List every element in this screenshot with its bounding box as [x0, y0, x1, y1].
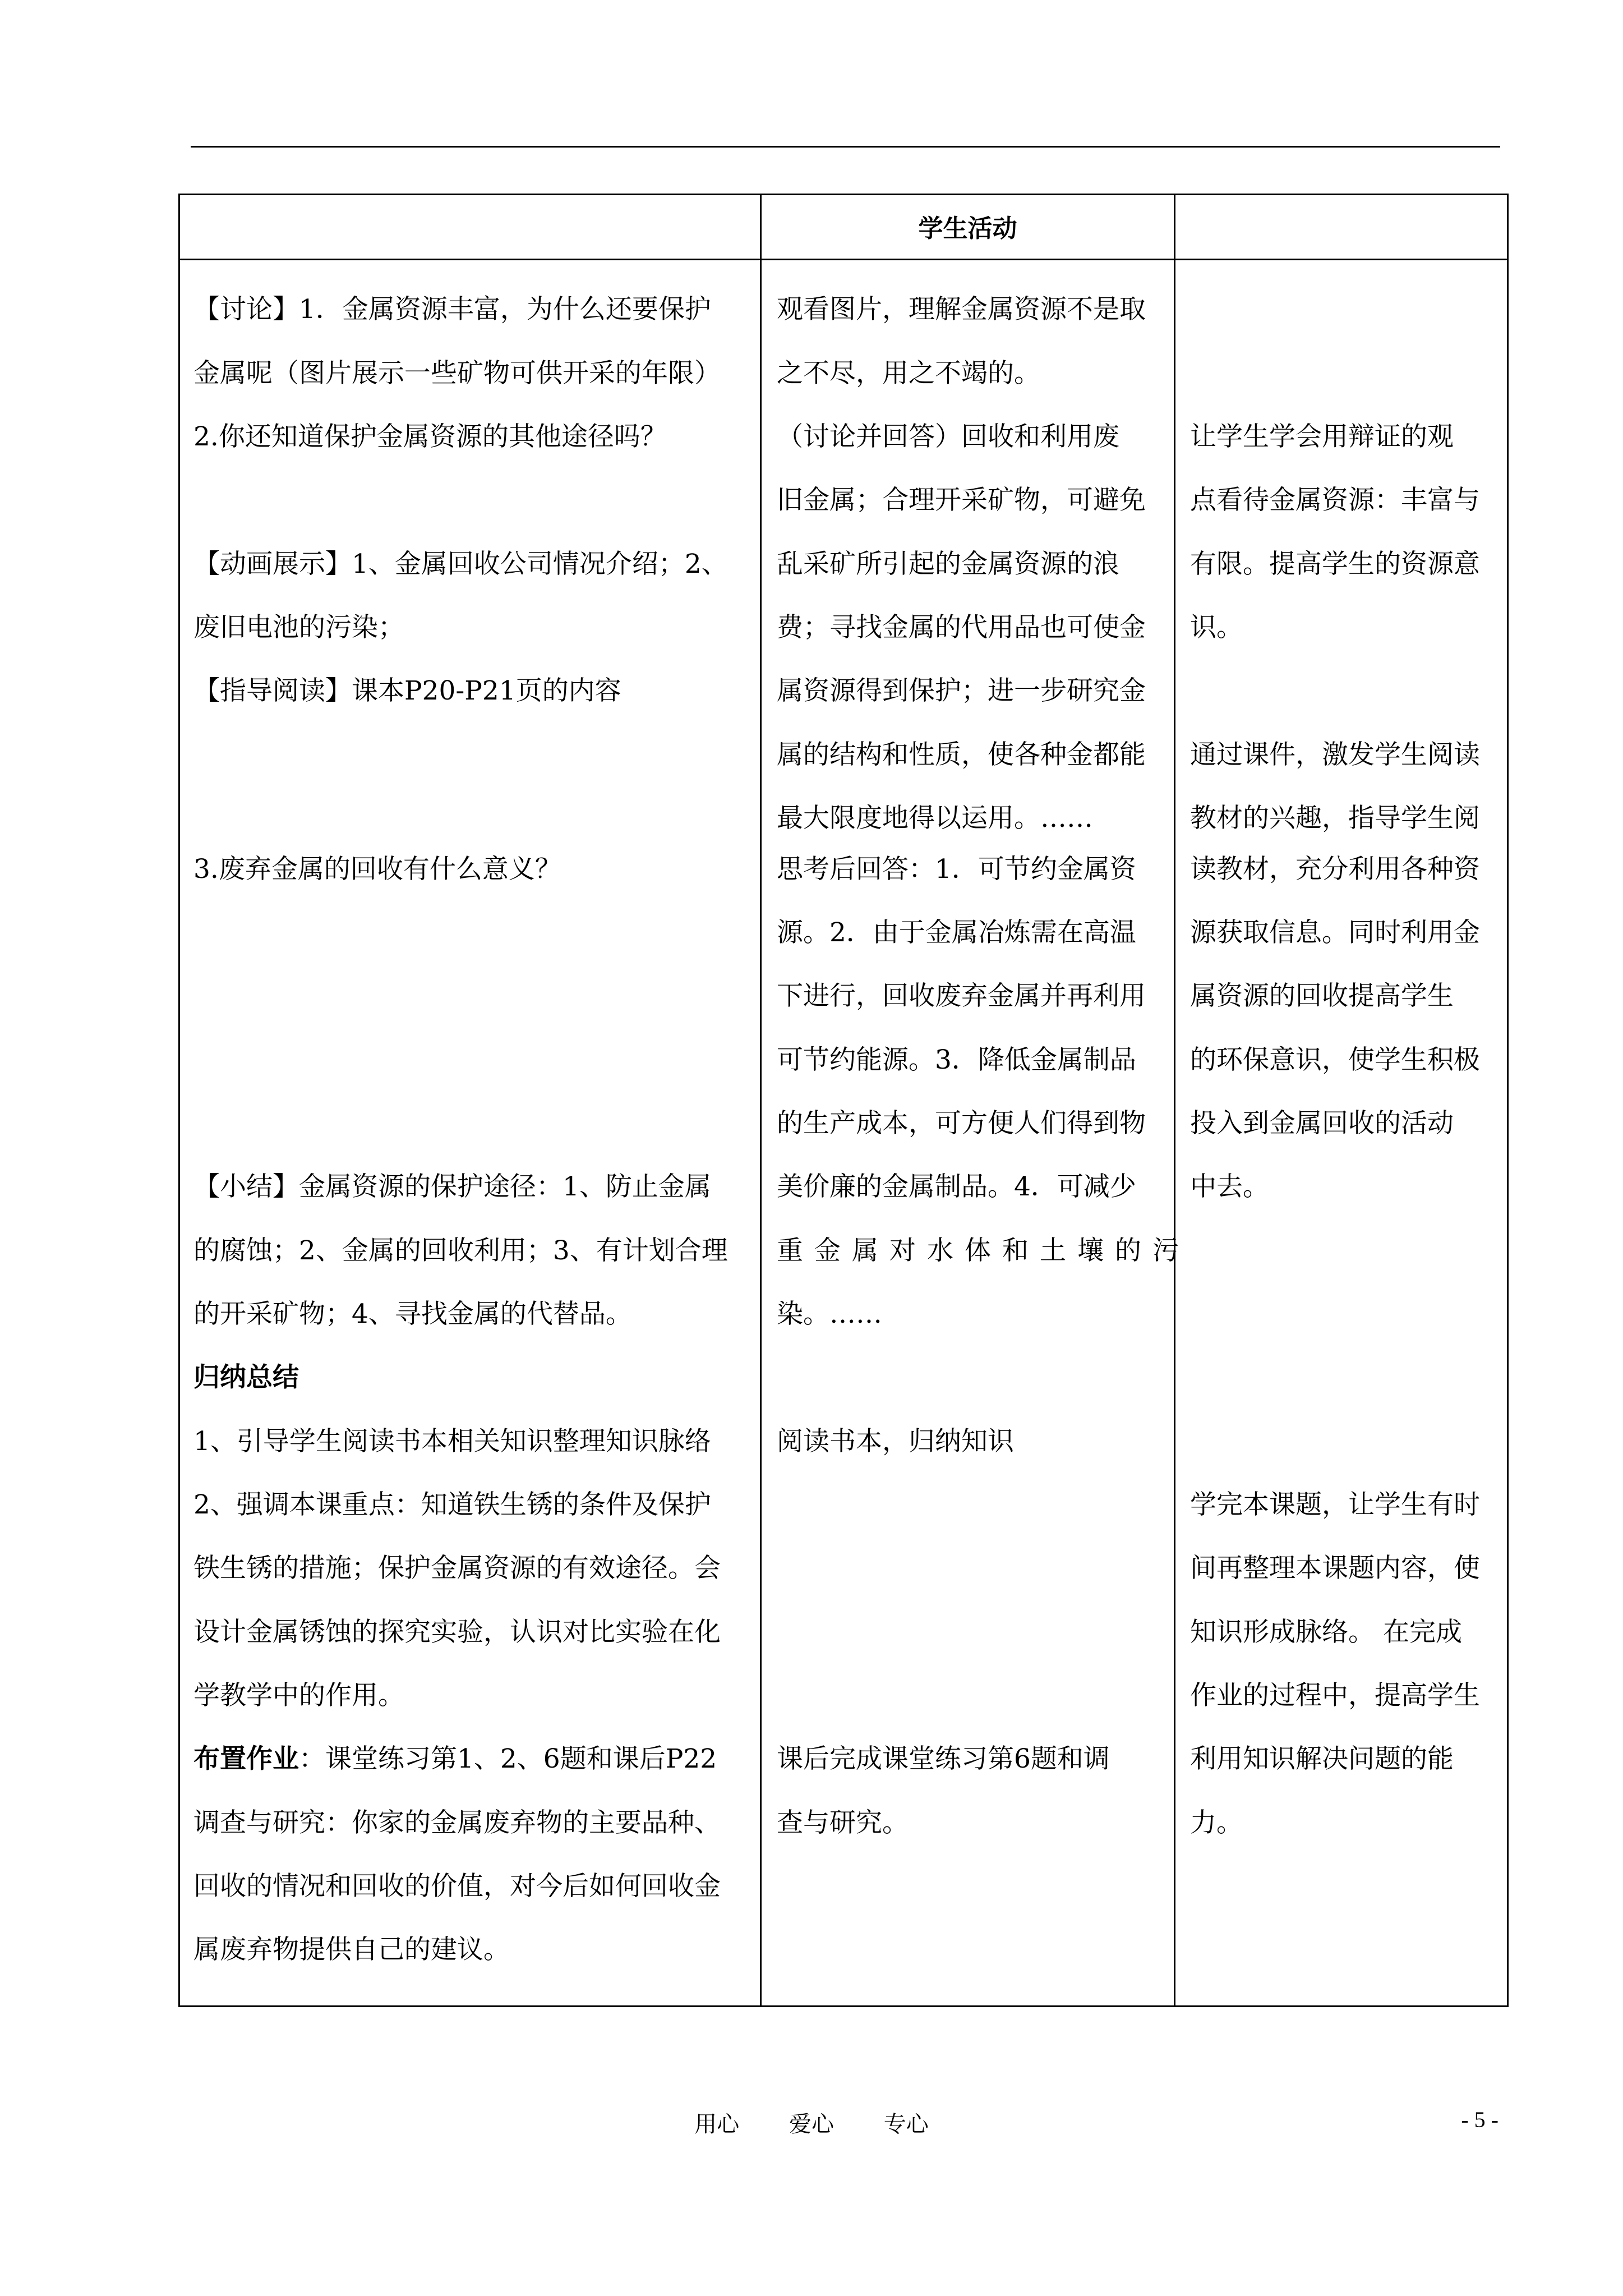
col1-line: 金属呢（图片展示一些矿物可供开采的年限）	[193, 358, 721, 389]
col3-line: 投入到金属回收的活动	[1190, 1108, 1454, 1139]
table-border-left	[178, 194, 180, 2007]
col3-line: 点看待金属资源：丰富与	[1190, 485, 1480, 516]
col1-line: 学教学中的作用。	[193, 1680, 404, 1711]
table-column-divider-1	[760, 194, 762, 2007]
col1-line: 【动画展示】1、金属回收公司情况介绍；2、	[193, 549, 728, 579]
col2-line: 课后完成课堂练习第6题和调	[777, 1743, 1110, 1774]
table-header-divider	[178, 259, 1509, 260]
col1-line: 的开采矿物；4、寻找金属的代替品。	[193, 1299, 632, 1329]
col3-line: 知识形成脉络。 在完成	[1190, 1617, 1462, 1648]
col1-line: 铁生锈的措施；保护金属资源的有效途径。会	[193, 1553, 721, 1584]
col2-line: （讨论并回答）回收和利用废	[777, 421, 1119, 452]
summary-heading: 归纳总结	[193, 1362, 299, 1393]
col3-line: 让学生学会用辩证的观	[1190, 421, 1454, 452]
homework-heading: 布置作业	[193, 1743, 299, 1774]
col2-line: 重金属对水体和土壤的污	[777, 1235, 1190, 1266]
col2-line: 最大限度地得以运用。……	[777, 803, 1093, 834]
col2-line: 阅读书本，归纳知识	[777, 1426, 1014, 1457]
col3-line: 间再整理本课题内容，使	[1190, 1553, 1480, 1584]
header-rule	[191, 146, 1500, 148]
table-column-divider-2	[1174, 194, 1175, 2007]
header-col1	[179, 194, 760, 259]
col2-line: 之不尽，用之不竭的。	[777, 358, 1040, 389]
col2-line: 乱采矿所引起的金属资源的浪	[777, 549, 1119, 579]
col3-line: 学完本课题，让学生有时	[1190, 1489, 1480, 1520]
col2-line: 下进行，回收废弃金属并再利用	[777, 981, 1146, 1011]
col2-line: 属的结构和性质，使各种金都能	[777, 739, 1146, 770]
col3-line: 读教材，充分利用各种资	[1190, 854, 1480, 885]
col2-line: 可节约能源。3．降低金属制品	[777, 1045, 1136, 1075]
col2-line: 染。……	[777, 1299, 882, 1329]
col2-line: 观看图片，理解金属资源不是取	[777, 294, 1146, 325]
table-border-right	[1507, 194, 1509, 2007]
col2-line: 美价廉的金属制品。4．可减少	[777, 1171, 1136, 1202]
col1-line: 2.你还知道保护金属资源的其他途径吗？	[193, 421, 667, 452]
col1-line: 2、强调本课重点：知道铁生锈的条件及保护	[193, 1489, 711, 1520]
col1-line: 的腐蚀；2、金属的回收利用；3、有计划合理	[193, 1235, 728, 1266]
col2-line: 思考后回答：1．可节约金属资	[777, 854, 1136, 885]
footer-word: 用心	[694, 2111, 740, 2137]
header-col2-student-activity: 学生活动	[918, 214, 1017, 243]
col3-line: 作业的过程中，提高学生	[1190, 1680, 1480, 1711]
homework-text: ：课堂练习第1、2、6题和课后P22	[299, 1743, 717, 1774]
col2-line: 属资源得到保护；进一步研究金	[777, 675, 1146, 706]
col3-line: 中去。	[1190, 1171, 1269, 1202]
col1-line: 属废弃物提供自己的建议。	[193, 1934, 510, 1965]
col1-line: 废旧电池的污染；	[193, 612, 404, 643]
col2-line: 费；寻找金属的代用品也可使金	[777, 612, 1146, 643]
col2-line: 旧金属；合理开采矿物，可避免	[777, 485, 1146, 516]
col3-line: 通过课件，激发学生阅读	[1190, 739, 1480, 770]
col2-line: 查与研究。	[777, 1807, 909, 1838]
header-col3	[1175, 194, 1507, 259]
col1-line: 回收的情况和回收的价值，对今后如何回收金	[193, 1871, 721, 1902]
col1-line: 调查与研究：你家的金属废弃物的主要品种、	[193, 1807, 721, 1838]
col1-line: 【指导阅读】课本P20-P21页的内容	[193, 675, 621, 706]
col3-line: 有限。提高学生的资源意	[1190, 549, 1480, 579]
col3-line: 的环保意识，使学生积极	[1190, 1045, 1480, 1075]
col2-line: 的生产成本，可方便人们得到物	[777, 1108, 1146, 1139]
col1-line: 【小结】金属资源的保护途径：1、防止金属	[193, 1171, 711, 1202]
table-border-bottom	[178, 2005, 1509, 2007]
footer-word: 爱心	[789, 2111, 834, 2137]
footer-motto	[0, 2106, 1623, 2138]
homework-line	[193, 1738, 717, 1775]
col3-line: 属资源的回收提高学生	[1190, 981, 1454, 1011]
col3-line: 教材的兴趣，指导学生阅	[1190, 803, 1480, 834]
col3-line: 识。	[1190, 612, 1243, 643]
col3-line: 力。	[1190, 1807, 1243, 1838]
col1-line: 【讨论】1．金属资源丰富，为什么还要保护	[193, 294, 711, 325]
page-number: - 5 -	[1461, 2107, 1498, 2132]
col1-line: 1、引导学生阅读书本相关知识整理知识脉络	[193, 1426, 711, 1457]
footer-word: 专心	[883, 2111, 929, 2137]
col2-line: 源。2．由于金属冶炼需在高温	[777, 917, 1136, 948]
col1-line: 3.废弃金属的回收有什么意义？	[193, 854, 561, 885]
col3-line: 源获取信息。同时利用金	[1190, 917, 1480, 948]
col1-line: 设计金属锈蚀的探究实验，认识对比实验在化	[193, 1617, 721, 1648]
col3-line: 利用知识解决问题的能	[1190, 1743, 1454, 1774]
